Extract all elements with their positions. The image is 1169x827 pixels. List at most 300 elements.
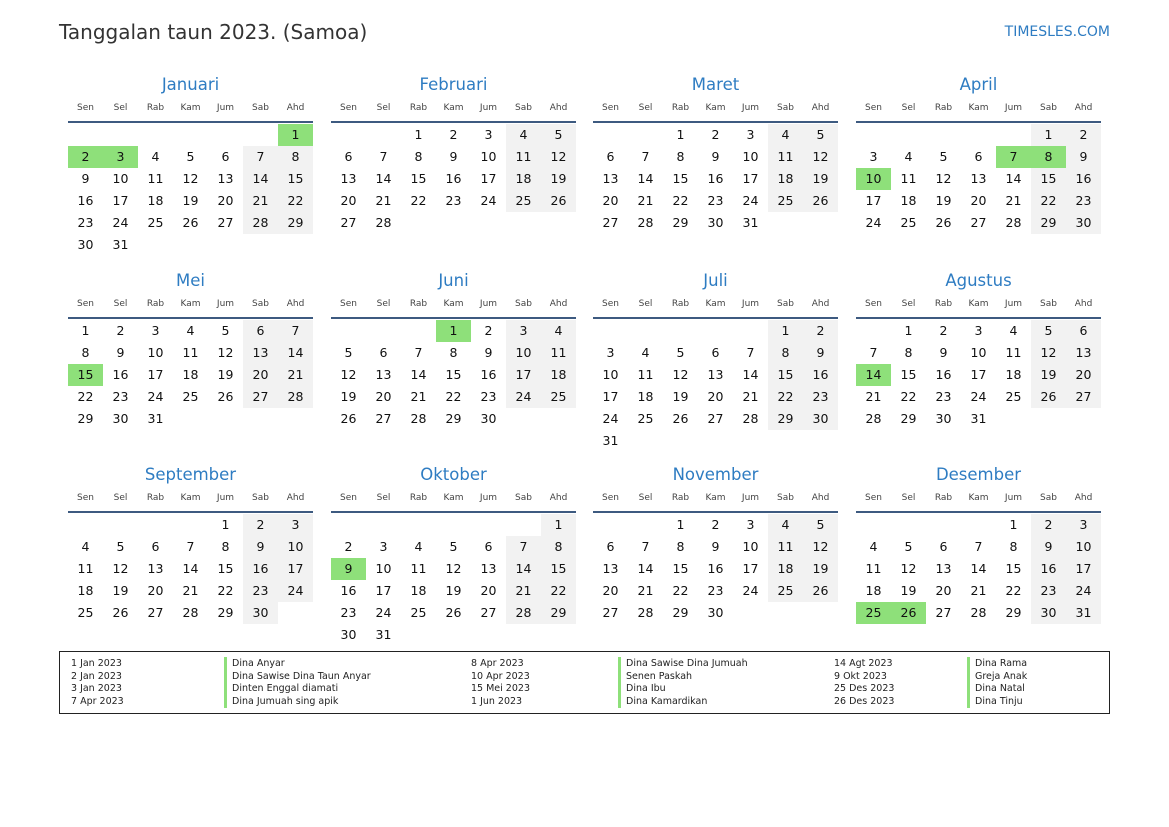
day-cell: 4	[81, 539, 90, 554]
empty-cell	[278, 602, 313, 624]
day-cell: 18	[768, 168, 803, 190]
empty-cell	[593, 320, 628, 342]
month-name: April	[959, 75, 998, 94]
month-name: September	[144, 465, 237, 484]
day-cell: 1	[676, 127, 685, 142]
day-cell: 7	[641, 539, 650, 554]
empty-cell	[243, 408, 278, 430]
day-cell: 1	[1009, 517, 1018, 532]
week-row	[68, 514, 313, 536]
day-cell: 6	[606, 149, 615, 164]
site-link[interactable]: TIMESLES.COM	[1004, 24, 1110, 40]
day-cell: 7	[869, 345, 878, 360]
week-row	[856, 602, 1101, 624]
day-cell: 20	[375, 389, 392, 404]
day-cell: 14	[410, 367, 427, 382]
month-september	[68, 464, 313, 624]
week-row	[331, 514, 576, 536]
day-cell: 8	[541, 536, 576, 558]
week-row	[68, 536, 313, 558]
day-cell: 8	[414, 149, 423, 164]
day-cell: 8	[904, 345, 913, 360]
weekday-header	[331, 492, 576, 513]
weekday-label: Rab	[934, 103, 953, 113]
month-november	[593, 464, 838, 624]
day-cell: 19	[541, 168, 576, 190]
weekday-label: Ahd	[549, 299, 568, 309]
week-row	[856, 580, 1101, 602]
day-cell: 20	[970, 193, 987, 208]
day-cell: 14	[742, 367, 759, 382]
day-cell: 26	[182, 215, 199, 230]
day-cell: 17	[278, 558, 313, 580]
day-cell: 12	[803, 536, 838, 558]
day-cell: 29	[672, 605, 689, 620]
empty-cell	[471, 212, 506, 234]
day-cell: 16	[340, 583, 357, 598]
weekday-label: Kam	[968, 103, 989, 113]
weekday-label: Sen	[340, 103, 357, 113]
day-cell: 4	[869, 539, 878, 554]
day-cell: 23	[1031, 580, 1066, 602]
day-cell: 22	[1005, 583, 1022, 598]
empty-cell	[366, 320, 401, 342]
day-cell: 14	[243, 168, 278, 190]
day-cell: 8	[278, 146, 313, 168]
day-cell: 15	[900, 367, 917, 382]
weekday-label: Ahd	[1074, 493, 1093, 503]
day-cell: 13	[480, 561, 497, 576]
day-cell: 24	[278, 580, 313, 602]
day-cell: 19	[672, 389, 689, 404]
weekday-label: Jum	[216, 103, 235, 113]
day-cell: 30	[707, 215, 724, 230]
holiday-name: Dinten Enggal diamati	[224, 682, 338, 695]
day-cell: 27	[243, 386, 278, 408]
day-cell: 23	[445, 193, 462, 208]
day-cell: 8	[676, 149, 685, 164]
day-cell: 11	[410, 561, 427, 576]
weekday-label: Sab	[777, 493, 794, 503]
day-cell: 2	[1031, 514, 1066, 536]
day-cell: 5	[1031, 320, 1066, 342]
weekday-label: Sab	[252, 299, 269, 309]
day-cell: 13	[243, 342, 278, 364]
weekday-header	[68, 298, 313, 319]
day-cell: 20	[480, 583, 497, 598]
empty-cell	[471, 624, 506, 646]
month-name: Maret	[691, 75, 740, 94]
month-agustus	[856, 270, 1101, 430]
weekday-label: Ahd	[811, 493, 830, 503]
day-cell: 9	[116, 345, 125, 360]
day-cell: 9	[484, 345, 493, 360]
week-row	[593, 602, 838, 624]
day-cell: 31	[970, 411, 987, 426]
weekday-header	[593, 298, 838, 319]
day-cell: 23	[707, 583, 724, 598]
empty-cell	[1031, 408, 1066, 430]
day-cell: 26	[445, 605, 462, 620]
day-cell: 10	[147, 345, 164, 360]
day-cell: 30	[480, 411, 497, 426]
day-cell: 19	[935, 193, 952, 208]
week-row	[68, 234, 313, 256]
empty-cell	[891, 514, 926, 536]
day-cell: 17	[865, 193, 882, 208]
day-cell: 26	[541, 190, 576, 212]
day-cell: 4	[768, 124, 803, 146]
week-row	[331, 386, 576, 408]
day-cell: 18	[506, 168, 541, 190]
week-row	[331, 168, 576, 190]
weekday-label: Rab	[934, 493, 953, 503]
weekday-label: Sel	[113, 103, 128, 113]
day-cell: 17	[375, 583, 392, 598]
day-cell: 19	[340, 389, 357, 404]
day-cell: 4	[904, 149, 913, 164]
day-cell: 29	[217, 605, 234, 620]
weekday-label: Sab	[515, 103, 532, 113]
weekday-header	[68, 492, 313, 513]
day-cell: 10	[506, 342, 541, 364]
holiday-date: 2 Jan 2023	[71, 670, 122, 682]
empty-cell	[366, 124, 401, 146]
day-cell: 18	[637, 389, 654, 404]
day-cell: 19	[803, 168, 838, 190]
weekday-label: Rab	[146, 103, 165, 113]
holiday-date: 1 Jun 2023	[471, 696, 523, 708]
day-cell: 24	[480, 193, 497, 208]
day-cell: 18	[77, 583, 94, 598]
week-row	[331, 536, 576, 558]
day-cell: 17	[112, 193, 129, 208]
day-cell: 25	[410, 605, 427, 620]
weekday-label: Sel	[376, 299, 391, 309]
day-cell: 6	[939, 539, 948, 554]
day-cell: 17	[147, 367, 164, 382]
day-cell: 28	[742, 411, 759, 426]
day-cell: 28	[865, 411, 882, 426]
day-cell: 22	[278, 190, 313, 212]
weekday-label: Sab	[515, 299, 532, 309]
week-row	[331, 212, 576, 234]
holiday-date: 3 Jan 2023	[71, 683, 122, 695]
day-cell: 3	[746, 517, 755, 532]
day-cell: 23	[707, 193, 724, 208]
empty-cell	[436, 514, 471, 536]
day-cell: 1	[81, 323, 90, 338]
day-cell: 29	[768, 408, 803, 430]
day-cell: 5	[541, 124, 576, 146]
day-cell: 23	[1066, 190, 1101, 212]
day-cell: 5	[186, 149, 195, 164]
weekday-label: Sel	[901, 493, 916, 503]
month-juli	[593, 270, 838, 452]
day-cell: 14	[637, 171, 654, 186]
day-cell: 20	[217, 193, 234, 208]
weekday-label: Sen	[865, 493, 882, 503]
day-cell: 26	[340, 411, 357, 426]
day-cell: 26	[672, 411, 689, 426]
day-cell: 6	[606, 539, 615, 554]
day-cell: 24	[375, 605, 392, 620]
day-cell: 28	[243, 212, 278, 234]
holiday-legend	[59, 651, 1110, 714]
day-cell: 8	[1009, 539, 1018, 554]
empty-cell	[698, 320, 733, 342]
day-cell: 21	[865, 389, 882, 404]
month-desember	[856, 464, 1101, 624]
day-cell: 5	[939, 149, 948, 164]
day-cell: 1	[541, 514, 576, 536]
weekday-label: Kam	[705, 493, 726, 503]
day-cell: 14	[506, 558, 541, 580]
day-cell: 6	[344, 149, 353, 164]
weekday-label: Kam	[705, 103, 726, 113]
month-juni	[331, 270, 576, 430]
day-cell: 12	[803, 146, 838, 168]
day-cell: 26	[1031, 386, 1066, 408]
week-row	[856, 514, 1101, 536]
day-cell: 7	[278, 320, 313, 342]
day-cell: 29	[541, 602, 576, 624]
day-cell: 21	[278, 364, 313, 386]
day-cell: 21	[506, 580, 541, 602]
empty-cell	[628, 320, 663, 342]
week-row	[593, 146, 838, 168]
empty-cell	[208, 234, 243, 256]
day-cell: 22	[445, 389, 462, 404]
day-cell: 24	[742, 193, 759, 208]
day-cell: 4	[641, 345, 650, 360]
day-cell: 12	[217, 345, 234, 360]
day-cell: 18	[410, 583, 427, 598]
day-cell: 27	[602, 605, 619, 620]
day-cell: 17	[742, 561, 759, 576]
weekday-label: Rab	[146, 299, 165, 309]
day-cell: 23	[243, 580, 278, 602]
weekday-label: Jum	[741, 493, 760, 503]
day-cell: 30	[112, 411, 129, 426]
holiday-day: 1	[278, 124, 313, 146]
day-cell: 4	[1009, 323, 1018, 338]
weekday-label: Sab	[1040, 493, 1057, 503]
day-cell: 10	[970, 345, 987, 360]
day-cell: 4	[768, 514, 803, 536]
day-cell: 14	[375, 171, 392, 186]
holiday-name: Dina Jumuah sing apik	[224, 695, 338, 708]
day-cell: 20	[935, 583, 952, 598]
day-cell: 25	[768, 580, 803, 602]
empty-cell	[593, 514, 628, 536]
day-cell: 9	[1031, 536, 1066, 558]
empty-cell	[506, 624, 541, 646]
day-cell: 12	[112, 561, 129, 576]
day-cell: 18	[900, 193, 917, 208]
day-cell: 31	[147, 411, 164, 426]
day-cell: 5	[676, 345, 685, 360]
day-cell: 30	[340, 627, 357, 642]
holiday-day: 8	[1031, 146, 1066, 168]
day-cell: 1	[768, 320, 803, 342]
day-cell: 13	[602, 561, 619, 576]
week-row	[331, 602, 576, 624]
day-cell: 5	[904, 539, 913, 554]
day-cell: 17	[480, 171, 497, 186]
day-cell: 27	[340, 215, 357, 230]
day-cell: 6	[484, 539, 493, 554]
day-cell: 29	[77, 411, 94, 426]
day-cell: 26	[112, 605, 129, 620]
day-cell: 28	[410, 411, 427, 426]
day-cell: 22	[541, 580, 576, 602]
day-cell: 22	[1031, 190, 1066, 212]
day-cell: 14	[182, 561, 199, 576]
week-row	[68, 190, 313, 212]
day-cell: 25	[147, 215, 164, 230]
holiday-date: 14 Agt 2023	[834, 658, 893, 669]
week-row	[68, 580, 313, 602]
page-title: Tanggalan taun 2023. (Samoa)	[59, 20, 368, 44]
empty-cell	[331, 124, 366, 146]
day-cell: 2	[939, 323, 948, 338]
day-cell: 30	[803, 408, 838, 430]
day-cell: 30	[707, 605, 724, 620]
day-cell: 15	[672, 561, 689, 576]
day-cell: 4	[414, 539, 423, 554]
weekday-label: Sel	[113, 493, 128, 503]
empty-cell	[768, 430, 803, 452]
weekday-label: Ahd	[1074, 299, 1093, 309]
day-cell: 2	[803, 320, 838, 342]
day-cell: 18	[182, 367, 199, 382]
day-cell: 11	[147, 171, 164, 186]
holiday-day: 15	[68, 364, 103, 386]
day-cell: 1	[221, 517, 230, 532]
day-cell: 5	[803, 514, 838, 536]
week-row	[68, 320, 313, 342]
holiday-name: Dina Sawise Dina Jumuah	[618, 657, 748, 670]
week-row	[68, 342, 313, 364]
week-row	[856, 146, 1101, 168]
weekday-header	[68, 102, 313, 123]
day-cell: 11	[865, 561, 882, 576]
weekday-label: Rab	[671, 493, 690, 503]
empty-cell	[173, 124, 208, 146]
empty-cell	[208, 408, 243, 430]
day-cell: 11	[77, 561, 94, 576]
day-cell: 31	[375, 627, 392, 642]
holiday-day: 14	[856, 364, 891, 386]
weekday-label: Kam	[180, 103, 201, 113]
empty-cell	[733, 430, 768, 452]
weekday-label: Sen	[602, 493, 619, 503]
day-cell: 29	[445, 411, 462, 426]
weekday-label: Jum	[216, 493, 235, 503]
week-row	[331, 124, 576, 146]
day-cell: 31	[602, 433, 619, 448]
day-cell: 20	[707, 389, 724, 404]
holiday-name: Dina Natal	[967, 682, 1025, 695]
holiday-day: 7	[996, 146, 1031, 168]
day-cell: 17	[506, 364, 541, 386]
weekday-header	[593, 102, 838, 123]
day-cell: 28	[637, 215, 654, 230]
week-row	[68, 124, 313, 146]
day-cell: 19	[1031, 364, 1066, 386]
day-cell: 10	[278, 536, 313, 558]
weekday-label: Sab	[252, 103, 269, 113]
day-cell: 22	[768, 386, 803, 408]
day-cell: 23	[935, 389, 952, 404]
day-cell: 1	[414, 127, 423, 142]
holiday-date: 8 Apr 2023	[471, 658, 524, 669]
day-cell: 27	[375, 411, 392, 426]
week-row	[856, 342, 1101, 364]
day-cell: 12	[1031, 342, 1066, 364]
day-cell: 7	[641, 149, 650, 164]
day-cell: 14	[637, 561, 654, 576]
month-name: Mei	[176, 271, 205, 290]
empty-cell	[803, 430, 838, 452]
day-cell: 12	[182, 171, 199, 186]
day-cell: 13	[970, 171, 987, 186]
empty-cell	[103, 124, 138, 146]
empty-cell	[593, 124, 628, 146]
empty-cell	[733, 320, 768, 342]
empty-cell	[173, 408, 208, 430]
day-cell: 27	[480, 605, 497, 620]
empty-cell	[1066, 408, 1101, 430]
day-cell: 1	[904, 323, 913, 338]
holiday-name: Dina Anyar	[224, 657, 285, 670]
day-cell: 3	[151, 323, 160, 338]
weekday-label: Ahd	[549, 493, 568, 503]
day-cell: 4	[151, 149, 160, 164]
empty-cell	[173, 514, 208, 536]
day-cell: 31	[742, 215, 759, 230]
day-cell: 26	[217, 389, 234, 404]
day-cell: 21	[742, 389, 759, 404]
holiday-entry	[60, 682, 1109, 695]
day-cell: 3	[606, 345, 615, 360]
day-cell: 24	[1066, 580, 1101, 602]
empty-cell	[278, 408, 313, 430]
empty-cell	[506, 514, 541, 536]
weekday-label: Sen	[865, 299, 882, 309]
weekday-header	[856, 102, 1101, 123]
day-cell: 3	[278, 514, 313, 536]
empty-cell	[436, 624, 471, 646]
day-cell: 10	[742, 539, 759, 554]
weekday-label: Rab	[409, 493, 428, 503]
holiday-day: 26	[891, 602, 926, 624]
day-cell: 22	[900, 389, 917, 404]
day-cell: 28	[637, 605, 654, 620]
holiday-entry	[60, 695, 1109, 708]
weekday-label: Jum	[479, 299, 498, 309]
weekday-label: Jum	[1004, 299, 1023, 309]
day-cell: 12	[541, 146, 576, 168]
week-row	[856, 408, 1101, 430]
day-cell: 27	[707, 411, 724, 426]
weekday-label: Kam	[968, 299, 989, 309]
day-cell: 23	[340, 605, 357, 620]
week-row	[68, 386, 313, 408]
day-cell: 29	[1005, 605, 1022, 620]
empty-cell	[541, 408, 576, 430]
